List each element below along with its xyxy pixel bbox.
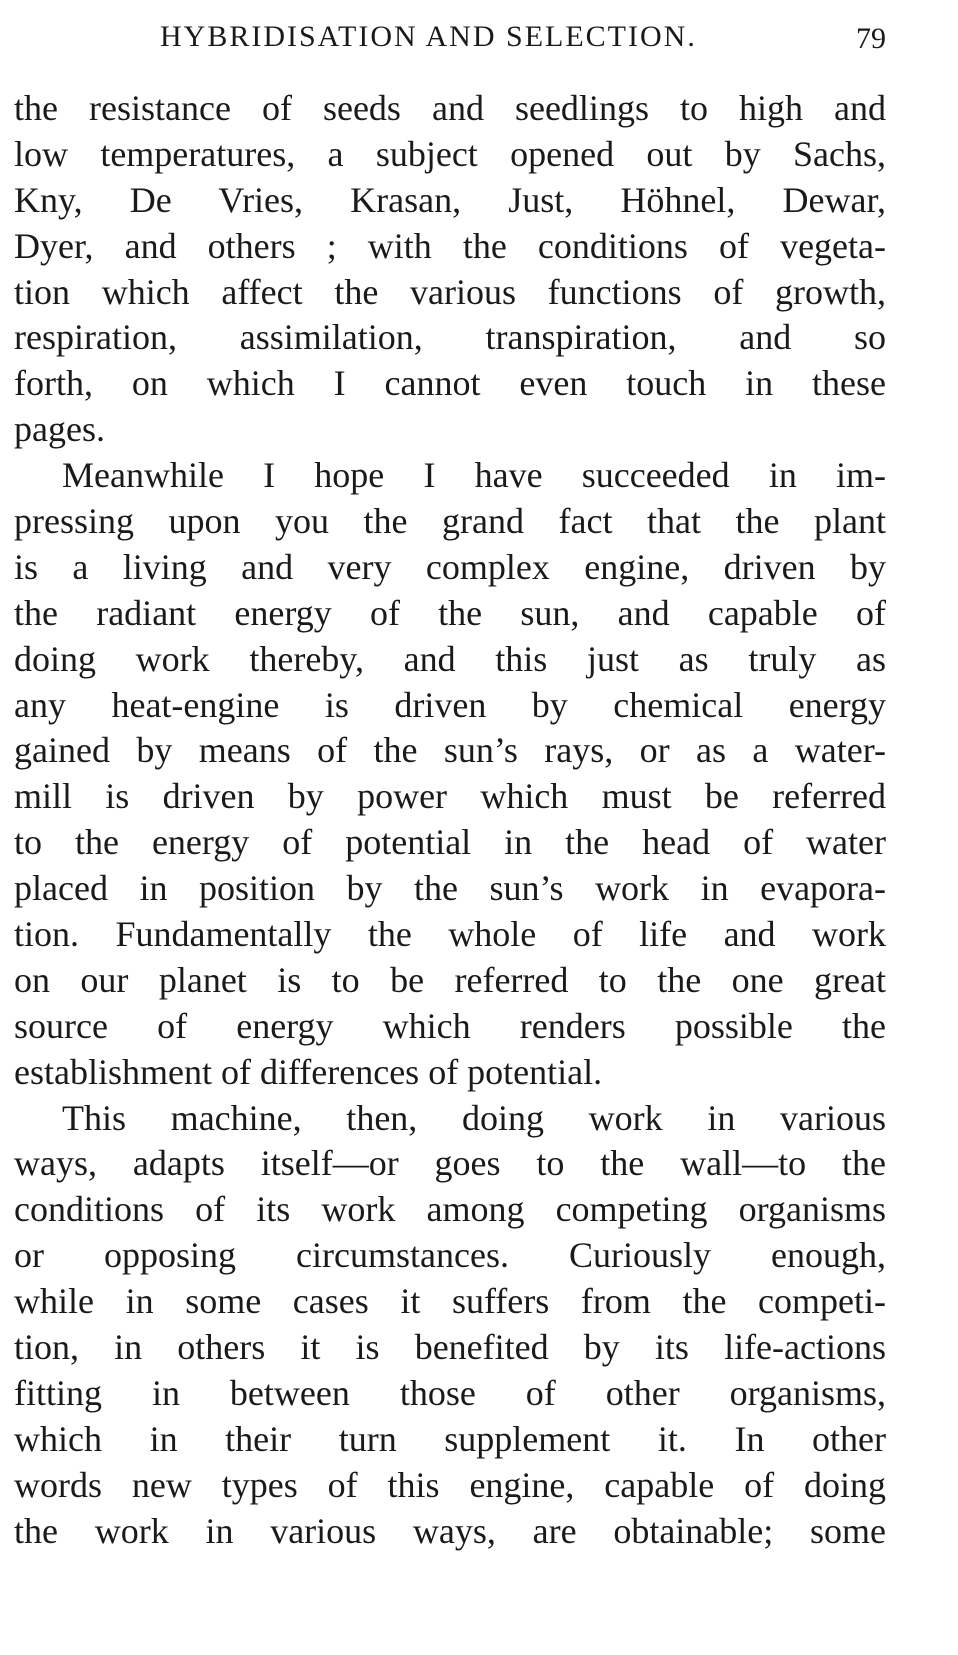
text-line: or opposing circumstances. Curiously enough, — [14, 1235, 886, 1276]
text-line: fitting in between those of other organisms, — [14, 1372, 886, 1413]
text-line: Meanwhile I hope I have succeeded in im- — [62, 455, 886, 496]
text-line: the radiant energy of the sun, and capable of — [14, 592, 886, 633]
text-line: low temperatures, a subject opened out by Sachs, — [14, 133, 886, 174]
text-line: the work in various ways, are obtainable; some — [14, 1510, 886, 1551]
text-line: which in their turn supplement it. In other — [14, 1418, 886, 1459]
text-line: tion which affect the various functions of growth, — [14, 271, 886, 312]
text-line: tion. Fundamentally the whole of life and work — [14, 914, 886, 955]
text-line: is a living and very complex engine, driven by — [14, 546, 886, 587]
text-line: the resistance of seeds and seedlings to high and — [14, 88, 886, 128]
text-line: on our planet is to be referred to the one great — [14, 959, 886, 1000]
text-line: gained by means of the sun’s rays, or as a water- — [14, 730, 886, 771]
text-line: tion, in others it is benefited by its life-actions — [14, 1327, 886, 1368]
text-line: This machine, then, doing work in various — [62, 1097, 886, 1138]
text-line: while in some cases it suffers from the competi- — [14, 1281, 886, 1322]
text-line: Kny, De Vries, Krasan, Just, Höhnel, Dewar, — [14, 179, 886, 220]
text-line: conditions of its work among competing organisms — [14, 1189, 886, 1230]
text-line: pages. — [14, 409, 105, 450]
text-line: any heat-engine is driven by chemical energy — [14, 684, 886, 725]
body-text — [14, 86, 886, 1555]
text-line: Dyer, and others ; with the conditions of vegeta- — [14, 225, 886, 266]
text-line: words new types of this engine, capable of doing — [14, 1464, 886, 1505]
text-line: doing work thereby, and this just as truly as — [14, 638, 886, 679]
text-line: to the energy of potential in the head of water — [14, 822, 886, 863]
text-line: ways, adapts itself—or goes to the wall—to the — [14, 1143, 886, 1184]
text-line: forth, on which I cannot even touch in these — [14, 363, 886, 404]
text-line: pressing upon you the grand fact that the plant — [14, 501, 886, 542]
text-line: source of energy which renders possible the — [14, 1005, 886, 1046]
text-line: placed in position by the sun’s work in evapora- — [14, 868, 886, 909]
running-header — [0, 18, 958, 58]
text-line: mill is driven by power which must be referred — [14, 776, 886, 817]
text-line: establishment of differences of potential. — [14, 1051, 603, 1092]
page-number: 79 — [856, 22, 886, 55]
running-title: HYBRIDISATION AND SELECTION. — [160, 20, 697, 53]
text-line: respiration, assimilation, transpiration, and so — [14, 317, 886, 358]
